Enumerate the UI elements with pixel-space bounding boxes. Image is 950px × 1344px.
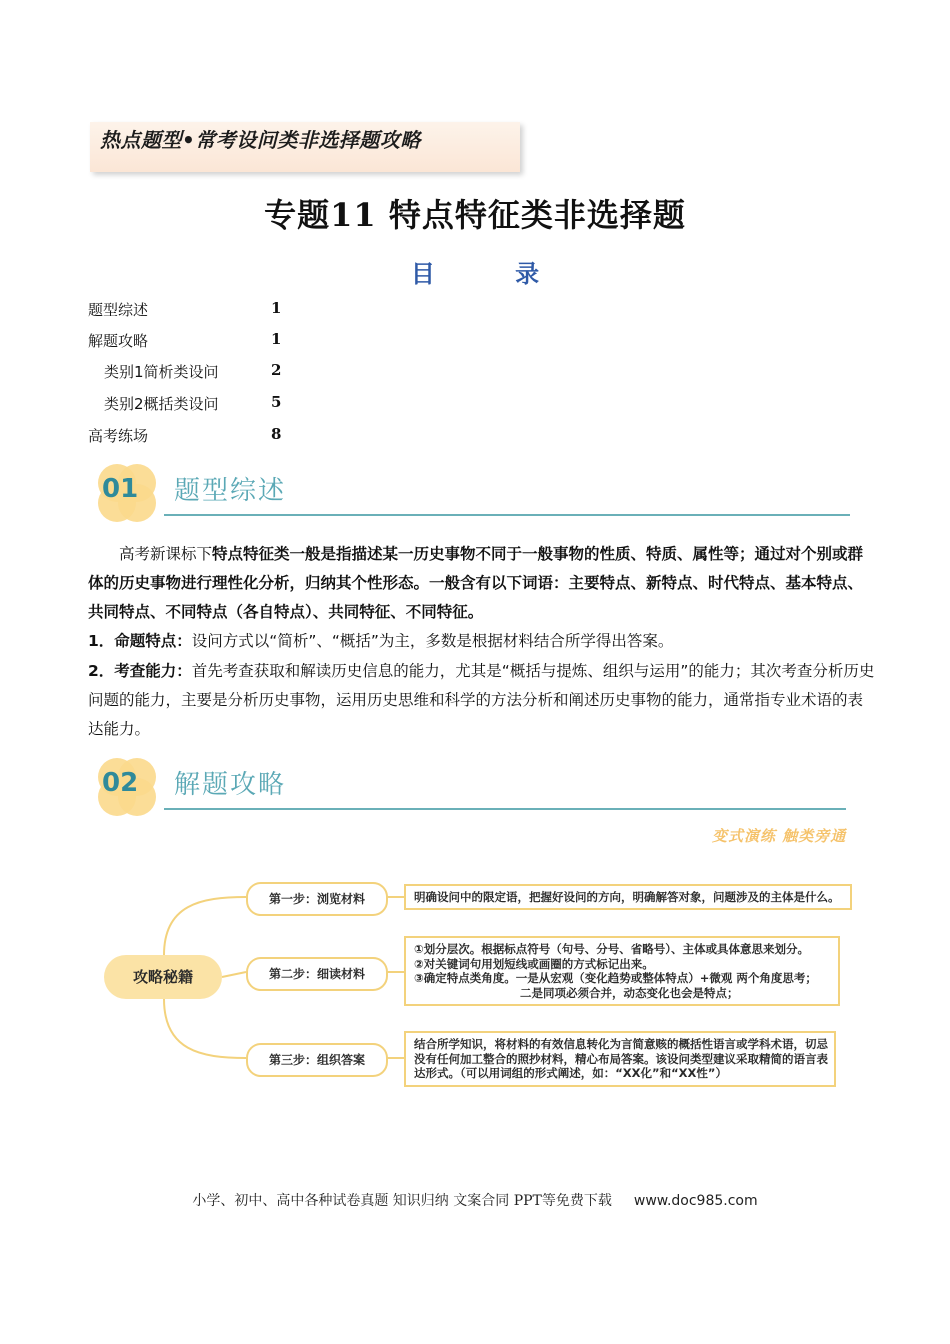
intro-bold: 特点特征类一般是指描述某一历史事物不同于一般事物的性质、特质、属性等；通过对个别或群体的历史事物进行理性化分析，归纳其个性形态。一般含有以下词语：主要特点、新特点、时代特点、基本特点、共同特点、不同特点（各自特点）、共同特征、不同特征。 [88,545,864,621]
tagline: 变式演练 触类旁通 [712,827,847,845]
point-1-text: 设问方式以“简析”、“概括”为主，多数是根据材料结合所学得出答案。 [191,632,674,650]
detail-line: 结合所学知识，将材料的有效信息转化为言简意赅的概括性语言或学科术语，切忌 [414,1037,828,1051]
mindmap-root: 攻略秘籍 [104,955,222,999]
footer-url[interactable]: www.doc985.com [633,1193,758,1209]
point-2-text: 首先考查获取和解读历史信息的能力，尤其是“概括与提炼、组织与运用”的能力；其次考查分析历史问题的能力，主要是分析历史事物，运用历史思维和科学的方法分析和阐述历史事物的能力，通常指专业术语的表达能力。 [88,662,875,738]
toc-heading: 目 录 [410,260,576,288]
detail-line: ②对关键词句用划短线或画圈的方式标记出来。 [414,956,654,971]
detail-line: ①划分层次。根据标点符号（句号、分号、省略号）、主体或具体意思来划分。 [414,942,809,956]
toc-item-page: 2 [271,361,282,379]
section-label: 解题攻略 [174,770,287,800]
intro-prefix: 高考新课标下 [119,545,213,563]
point-1-label: 1．命题特点： [88,632,192,650]
mindmap-step-1: 第一步：浏览材料 [246,882,388,916]
toc-item-page: 5 [271,393,282,411]
mindmap-detail-3 [404,1031,836,1087]
section-number: 01 [102,474,139,504]
toc-item-label: 高考练场 [88,427,149,445]
toc-item-label: 题型综述 [88,301,149,319]
section-number: 02 [102,768,139,798]
detail-line: 明确设问中的限定语，把握好设问的方向，明确解答对象，问题涉及的主体是什么。 [414,890,840,904]
toc-item-page: 1 [271,299,282,317]
mindmap-step-2: 第二步：细读材料 [246,957,388,991]
point-2-label: 2．考查能力： [88,662,192,680]
toc-item-label: 类别2概括类设问 [104,395,219,413]
mindmap-detail-1 [404,884,852,910]
detail-line: 没有任何加工整合的照抄材料，精心布局答案。该设问类型建议采取精简的语言表 [414,1051,828,1066]
toc-item-label: 解题攻略 [88,332,149,350]
footer-text: 小学、初中、高中各种试卷真题 知识归纳 文案合同 PPT等免费下载 [192,1193,612,1209]
banner-text: 热点题型•常考设问类非选择题攻略 [100,128,421,152]
section-label: 题型综述 [174,476,287,506]
mindmap-step-3: 第三步：组织答案 [246,1043,388,1077]
toc-item-label: 类别1简析类设问 [104,363,219,381]
mindmap-detail-2 [404,936,840,1006]
page-footer [0,1190,950,1210]
toc-item-page: 8 [271,425,282,443]
page-title: 专题11 特点特征类非选择题 [264,196,686,234]
detail-line: 二是同项必须合并，动态变化也会是特点； [520,985,739,1000]
toc-item-page: 1 [271,330,282,348]
detail-line: ③确定特点类角度。一是从宏观（变化趋势或整体特点）+微观 两个角度思考； [414,971,817,985]
detail-line: 达形式。（可以用词组的形式阐述，如：“XX化”和“XX性”） [414,1066,727,1080]
